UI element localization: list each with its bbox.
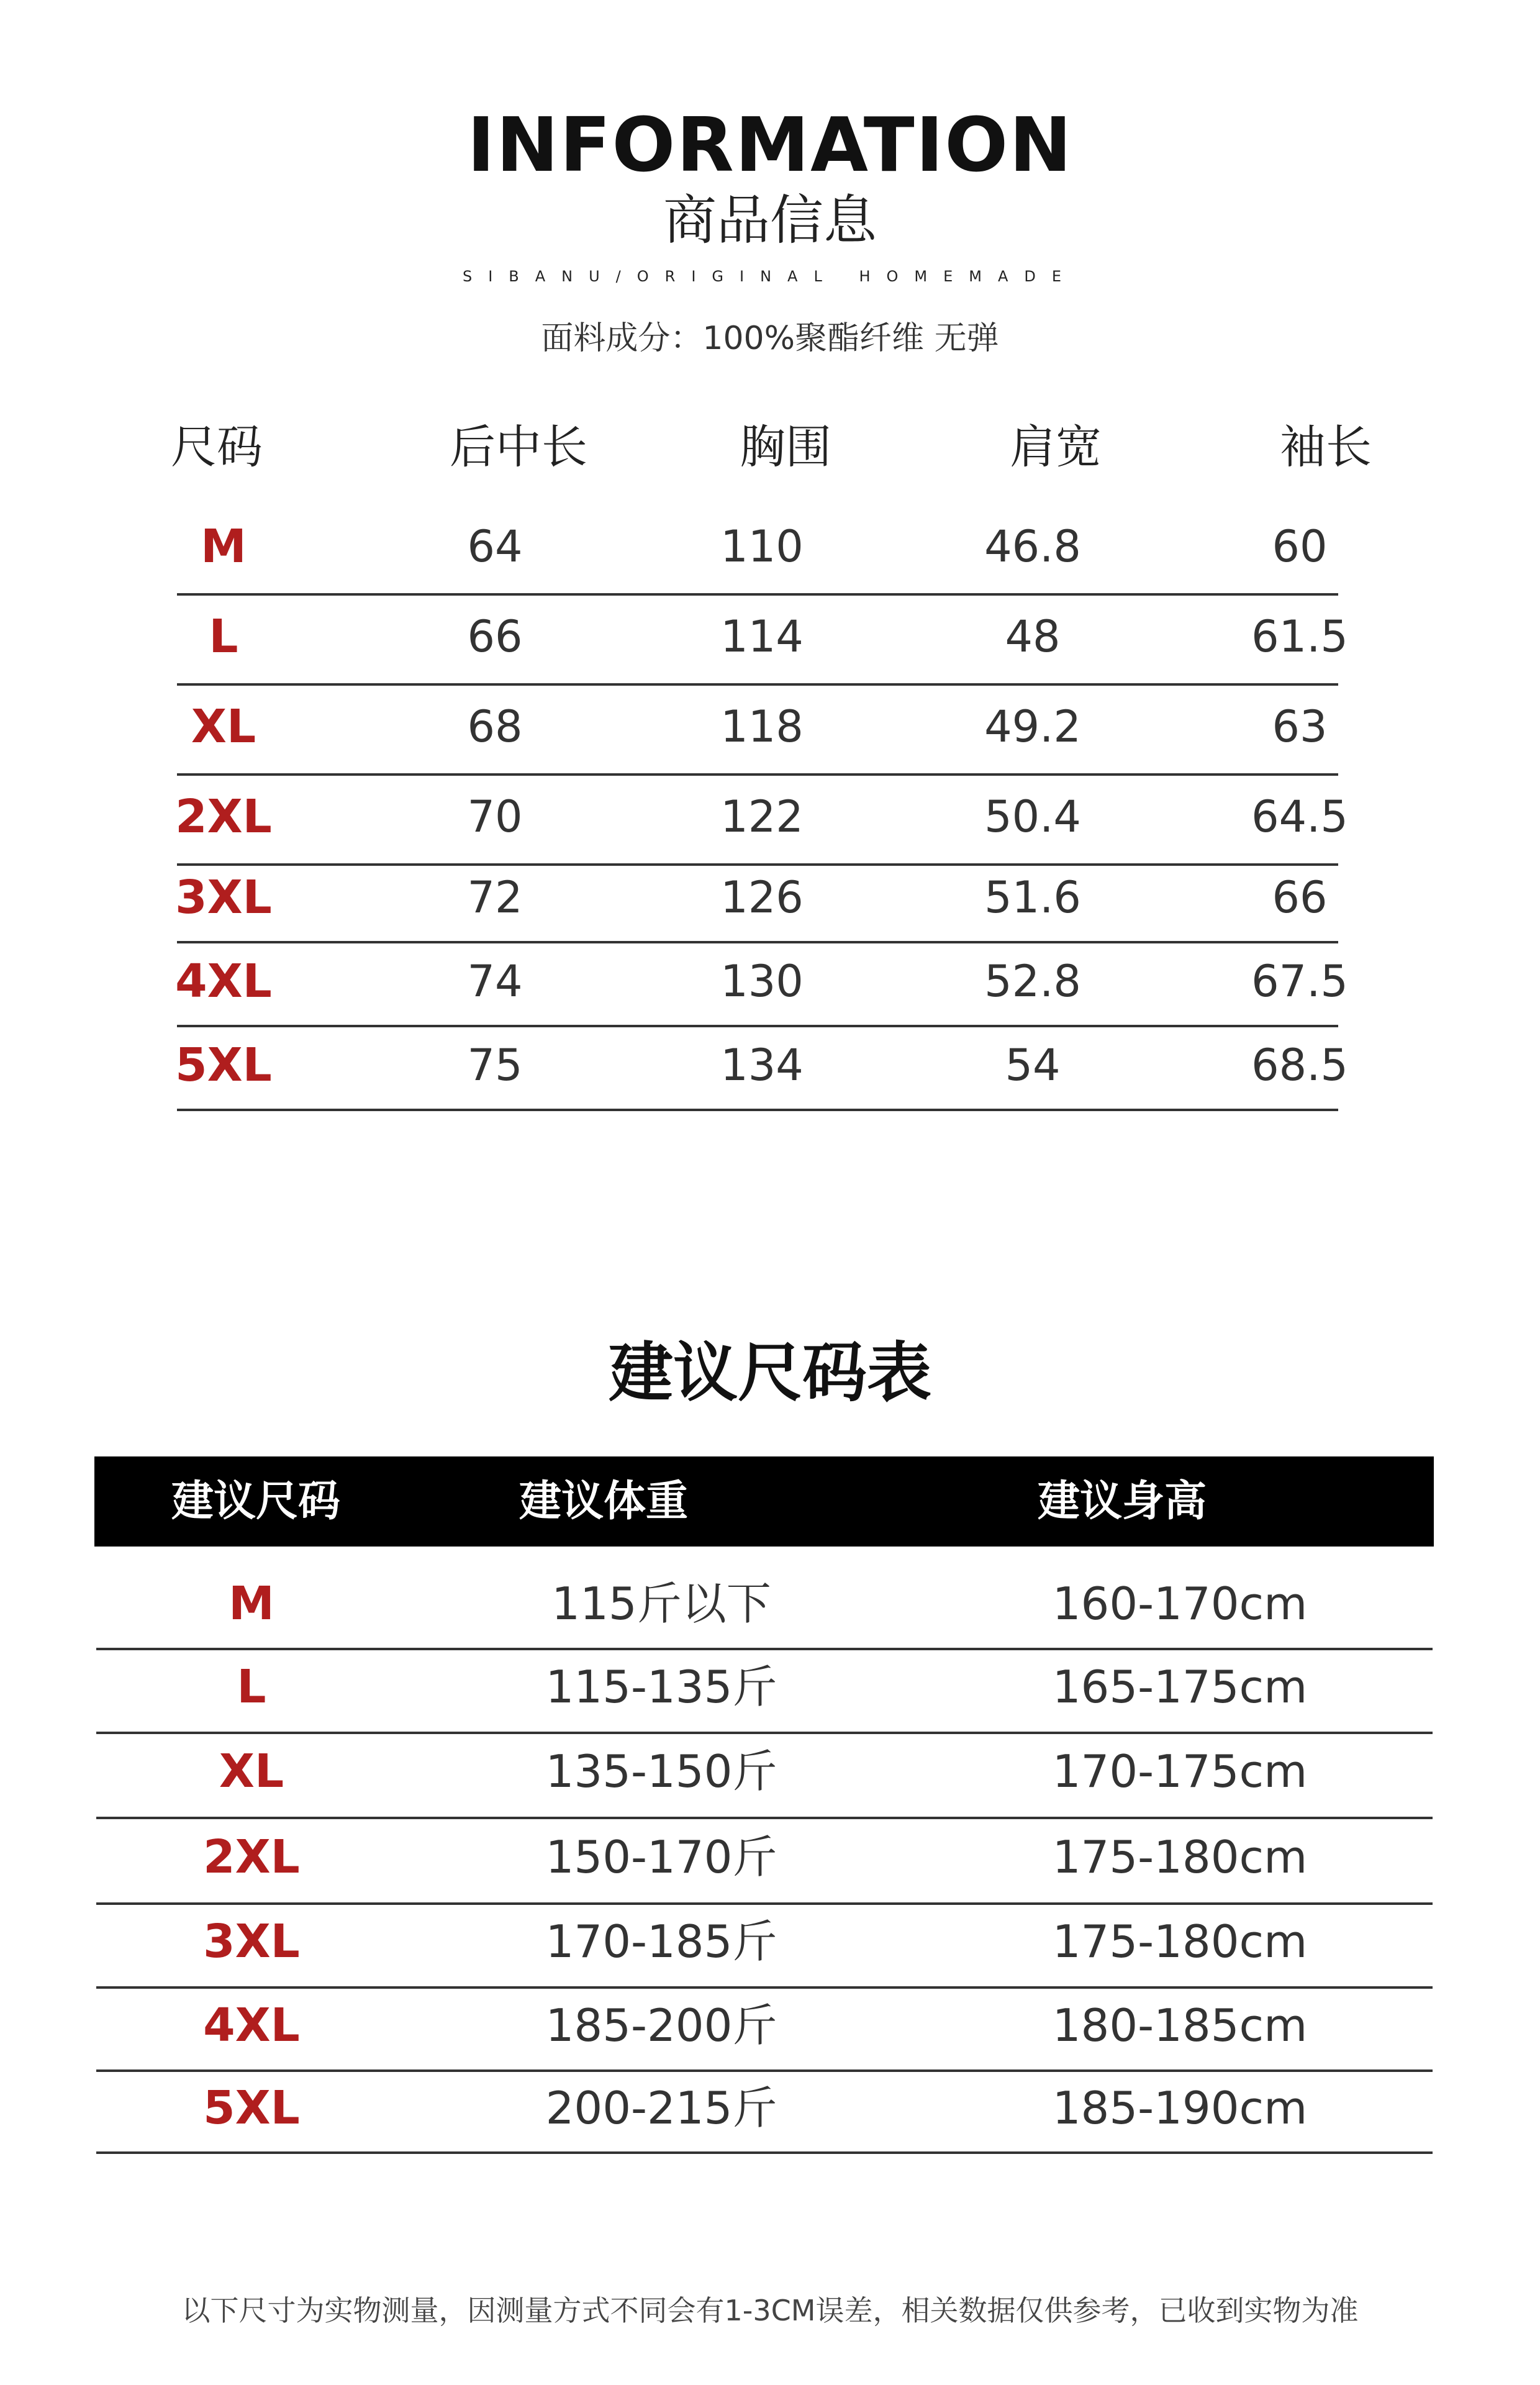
table-row xyxy=(96,1902,1433,1989)
size-label: 3XL xyxy=(175,871,272,924)
table-cell: 64 xyxy=(467,521,523,572)
table-cell: 180-185cm xyxy=(1052,1999,1308,2051)
column-header-size: 尺码 xyxy=(171,420,263,474)
title-chinese: 商品信息 xyxy=(663,189,877,252)
table-cell: 67.5 xyxy=(1251,956,1348,1007)
table-cell: 60 xyxy=(1272,521,1328,572)
size-label: XL xyxy=(219,1745,284,1798)
column-header-shoulder: 肩宽 xyxy=(1010,420,1102,474)
table-cell: 66 xyxy=(467,611,523,662)
column-header-rec-weight: 建议体重 xyxy=(519,1477,688,1526)
footnote: 以下尺寸为实物测量，因测量方式不同会有1-3CM误差，相关数据仅供参考，已收到实物为准 xyxy=(181,2294,1359,2327)
size-label: 2XL xyxy=(175,790,272,843)
table-cell: 134 xyxy=(720,1040,804,1091)
table-cell: 150-170斤 xyxy=(545,1831,777,1883)
table-row xyxy=(177,686,1338,776)
table-cell: 51.6 xyxy=(984,872,1081,923)
size-label: 4XL xyxy=(203,1999,300,2052)
table-cell: 61.5 xyxy=(1251,611,1348,662)
table-row xyxy=(175,944,1348,1027)
table-row xyxy=(96,1732,1433,1819)
table-cell: 54 xyxy=(1005,1040,1061,1091)
table-row xyxy=(96,1565,1433,1650)
column-header-chest: 胸围 xyxy=(740,420,831,474)
table-cell: 114 xyxy=(720,611,804,662)
table-row xyxy=(96,2069,1433,2154)
table-cell: 49.2 xyxy=(984,701,1081,752)
table-cell: 175-180cm xyxy=(1052,1915,1308,1968)
table-cell: 72 xyxy=(467,872,523,923)
table-cell: 175-180cm xyxy=(1052,1831,1308,1883)
table-cell: 130 xyxy=(720,956,804,1007)
table-cell: 200-215斤 xyxy=(545,2082,777,2134)
table-cell: 48 xyxy=(1005,611,1061,662)
size-label: 3XL xyxy=(203,1915,300,1968)
table-cell: 50.4 xyxy=(984,791,1081,842)
table-cell: 185-200斤 xyxy=(545,1999,777,2051)
table-cell: 70 xyxy=(467,791,523,842)
table-row xyxy=(175,1028,1348,1111)
table-cell: 165-175cm xyxy=(1052,1661,1308,1713)
table-cell: 68 xyxy=(467,701,523,752)
table-row xyxy=(177,596,1348,686)
column-header-rec-height: 建议身高 xyxy=(1037,1477,1207,1526)
recommend-header xyxy=(94,1456,1434,1547)
column-header-rec-size: 建议尺码 xyxy=(171,1477,340,1526)
size-label: 2XL xyxy=(203,1830,300,1884)
table-cell: 115斤以下 xyxy=(551,1578,771,1630)
table-cell: 118 xyxy=(720,701,804,752)
table-cell: 52.8 xyxy=(984,956,1081,1007)
size-label: 4XL xyxy=(175,955,272,1008)
table-row xyxy=(175,776,1348,866)
title-english: INFORMATION xyxy=(467,102,1073,189)
brand-line: SIBANU/ORIGINAL HOMEMADE xyxy=(462,268,1078,285)
table-cell: 170-175cm xyxy=(1052,1745,1308,1797)
recommend-title: 建议尺码表 xyxy=(608,1335,931,1411)
table-cell: 185-190cm xyxy=(1052,2082,1308,2134)
table-row xyxy=(96,1648,1433,1734)
size-table xyxy=(171,398,1372,1099)
table-cell: 68.5 xyxy=(1251,1040,1348,1091)
table-cell: 46.8 xyxy=(984,521,1081,572)
size-label: 5XL xyxy=(203,2081,300,2135)
table-cell: 135-150斤 xyxy=(545,1745,777,1797)
table-row xyxy=(96,1817,1433,1905)
table-cell: 63 xyxy=(1272,701,1328,752)
table-cell: 64.5 xyxy=(1251,791,1348,842)
size-label: 5XL xyxy=(175,1038,272,1092)
column-header-back-length: 后中长 xyxy=(450,420,587,474)
size-label: M xyxy=(229,1577,274,1630)
table-cell: 170-185斤 xyxy=(545,1915,777,1968)
table-cell: 126 xyxy=(720,872,804,923)
size-label: XL xyxy=(191,700,256,753)
table-cell: 122 xyxy=(720,791,804,842)
table-cell: 75 xyxy=(467,1040,523,1091)
size-label: L xyxy=(237,1660,266,1714)
table-row xyxy=(177,506,1338,596)
size-label: M xyxy=(201,520,247,573)
fabric-composition: 面料成分：100%聚酯纤维 无弹 xyxy=(541,320,999,357)
table-cell: 66 xyxy=(1272,872,1328,923)
table-cell: 74 xyxy=(467,956,523,1007)
size-label: L xyxy=(209,610,238,663)
table-row xyxy=(96,1986,1433,2072)
table-cell: 160-170cm xyxy=(1052,1578,1308,1630)
table-row xyxy=(177,860,1338,943)
table-cell: 110 xyxy=(720,521,804,572)
table-cell: 115-135斤 xyxy=(545,1661,777,1713)
column-header-sleeve: 袖长 xyxy=(1280,420,1372,474)
